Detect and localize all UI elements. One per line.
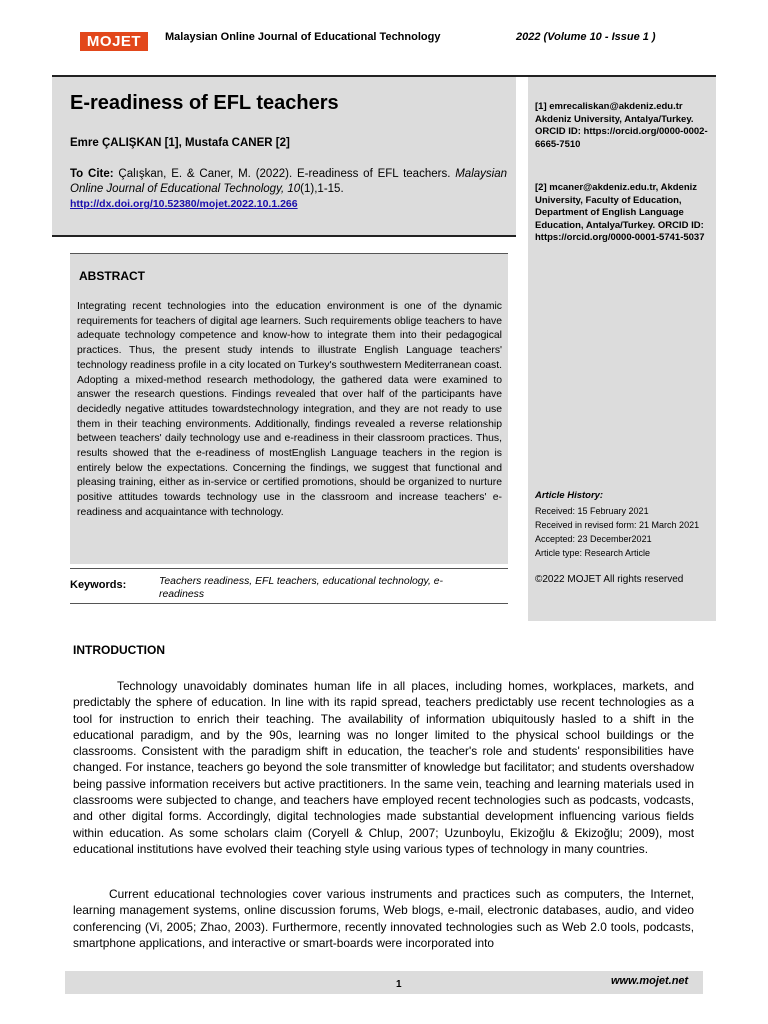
page-number: 1 bbox=[396, 979, 402, 990]
copyright: ©2022 MOJET All rights reserved bbox=[535, 574, 684, 585]
citation bbox=[70, 167, 507, 212]
keywords-top-rule bbox=[70, 568, 508, 569]
volume-issue: 2022 (Volume 10 - Issue 1 ) bbox=[516, 31, 656, 43]
keywords-text: Teachers readiness, EFL teachers, educational technology, e-readiness bbox=[159, 576, 443, 600]
journal-logo: MOJET bbox=[80, 32, 148, 51]
keywords-bottom-rule bbox=[70, 603, 508, 604]
cite-journal: Malaysian Online Journal of Educational Technology, 10 bbox=[70, 168, 507, 195]
article-history bbox=[535, 504, 713, 560]
paragraph-1: Technology unavoidably dominates human life in all places, including homes, workplaces, markets, and predictably the sphere of education. In line with its rapid spread, teachers predictably use recent technologies as a tool for instruction to enrich their teaching. The availability of information ubiquitously hasled to a shift in the educational paradigm, and by the 90s, learning was no longer limited to the physical school buildings or the classrooms. Consistent with the paradigm shift in education, the teacher's role and students' responsibilities have changed. For instance, teachers go beyond the sole transmitter of knowledge but facilitator; and students overshadow being passive information receivers but active practitioners. In the same vein, teaching and learning materials used in classrooms were subjected to change, and teachers have employed recent technologies such as podcasts, vodcasts, and other digital forms. Accordingly, digital technologies made substantial development influencing various fields within education. As some scholars claim (Coryell & Chlup, 2007; Uzunboylu, Ekizoğlu & Ekizoğlu; 2009), most educational institutions have evolved their teaching style using various types of technology in many countries. bbox=[73, 679, 694, 856]
title-rule bbox=[52, 235, 516, 237]
journal-name: Malaysian Online Journal of Educational Technology bbox=[165, 31, 441, 43]
revised-date: Received in revised form: 21 March 2021 bbox=[535, 520, 700, 530]
footer-bar bbox=[65, 971, 703, 994]
affiliation-2: [2] mcaner@akdeniz.edu.tr, Akdeniz University, Faculty of Education, Department of English Language Education, Antalya/Turkey. ORCID ID: https://orcid.org/0000-0001-5741-5037 bbox=[535, 182, 705, 243]
affiliation-1: [1] emrecaliskan@akdeniz.edu.tr Akdeniz University, Antalya/Turkey. ORCID ID: https://orcid.org/0000-0002-6665-7510 bbox=[535, 101, 708, 150]
section-heading-introduction: INTRODUCTION bbox=[73, 643, 165, 657]
article-title: E-readiness of EFL teachers bbox=[70, 92, 339, 114]
abstract-heading: ABSTRACT bbox=[79, 269, 145, 283]
article-authors: Emre ÇALIŞKAN [1], Mustafa CANER [2] bbox=[70, 137, 290, 149]
keywords-label: Keywords: bbox=[70, 579, 127, 591]
website-link[interactable]: www.mojet.net bbox=[611, 975, 689, 987]
history-title: Article History: bbox=[535, 490, 604, 501]
paragraph-2: Current educational technologies cover various instruments and practices such as computers, the Internet, learning management systems, online discussion forums, Web blogs, e-mail, electronic databases, audio, and video conferencing (Vi, 2005; Zhao, 2003). Furthermore, recently innovated technologies such as Web 2.0 tools, podcasts, smartphone applications, and interactive or smart-boards were incorporated into bbox=[73, 887, 694, 950]
abstract-text: Integrating recent technologies into the education environment is one of the dynamic requirements for teachers of digital age learners. Such requirements oblige teachers to have adequate technology competence and know-how to integrate them into their pedagogical practices. Thus, the present study intends to illustrate English Language teachers' technology readiness profile in a city located on Turkey's southwestern Mediterranean coast. Adopting a mixed-method research methodology, the gathered data were examined to answer the research questions. Findings revealed that over half of the participants have decidedly negative attitudes towardstechnology integration, and they are not ready to use them in their teaching environments. Additionally, findings revealed a reverse relationship between teachers' daily technology use and e-readiness in their classroom practices. Thus, results showed that the e-readiness of mostEnglish Language teachers in the region is entirely below the expectations. Concerning the findings, we suggest that functional and pleasing training, either as in-service or certified promotions, should be organized to nurture positive attitudes towards technology use in the classroom and increase teachers' e-readiness and acquaintance with technology. bbox=[77, 301, 502, 518]
cite-label: To Cite: bbox=[70, 168, 114, 180]
received-date: Received: 15 February 2021 bbox=[535, 506, 649, 516]
cite-issue: (1),1-15. bbox=[300, 183, 344, 195]
cite-text: Çalışkan, E. & Caner, M. (2022). E-readiness of EFL teachers. bbox=[113, 168, 456, 180]
accepted-date: Accepted: 23 December2021 bbox=[535, 534, 652, 544]
doi-link[interactable]: http://dx.doi.org/10.52380/mojet.2022.10.1.266 bbox=[70, 198, 298, 210]
article-type: Article type: Research Article bbox=[535, 548, 651, 558]
